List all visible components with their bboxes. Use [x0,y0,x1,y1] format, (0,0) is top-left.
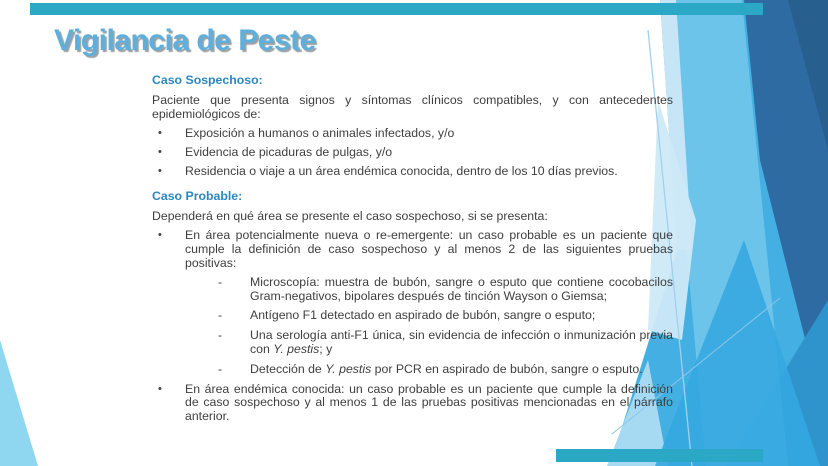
bullet-icon: • [158,164,162,177]
suspect-case-intro: Paciente que presenta signos y síntomas clínicos compatibles, y con antecedentes epidemiológicos de: [152,92,673,121]
test-serology-text: Una serología anti-F1 única, sin evidencia de infección o inmunización previa con [250,328,673,356]
sub-list-item [152,276,673,304]
facet-corner-wedge [0,340,38,466]
test-antigen: Antígeno F1 detectado en aspirado de bubón, sangre o esputo; [250,308,596,323]
list-item [152,229,673,270]
section-probable-case [152,190,673,424]
test-serology-suffix: ; y [319,341,333,356]
list-item [152,165,673,179]
test-pcr-prefix: Detección de [250,361,326,376]
list-item [152,127,673,141]
sub-list-item [152,309,673,323]
dash-icon: - [218,308,223,323]
list-item [152,146,673,160]
bullet-icon: • [158,146,162,159]
probable-bullet-endemic-area: En área endémica conocida: un caso probable es un paciente que cumple la definición de caso sospechoso y al menos 1 de las pruebas positivas mencionadas en el párrafo anterior. [185,381,673,424]
probable-bullet-new-area: En área potencialmente nueva o re-emergente: un caso probable es un paciente que cumple la definición de caso sospechoso y al menos 2 de las siguientes pruebas positivas: [185,228,673,270]
bullet-icon: • [158,382,162,395]
test-microscopy: Microscopía: muestra de bubón, sangre o esputo que contiene cocobacilos Gram-negativos, bipolares después de tinción Wayson o Giemsa; [250,274,673,303]
test-pcr-suffix: por PCR en aspirado de bubón, sangre o esputo. [371,361,643,376]
bullet-icon: • [158,127,162,140]
suspect-bullet-residence: Residencia o viaje a un área endémica conocida, dentro de los 10 días previos. [185,163,618,178]
bullet-icon: • [158,229,162,242]
slide-body [152,74,673,429]
species-name: Y. pestis [273,341,320,356]
dash-icon: - [218,274,223,289]
suspect-case-heading: Caso Sospechoso: [152,73,263,87]
test-serology [250,328,673,356]
bottom-accent-bar [556,449,763,462]
probable-case-intro: Dependerá en qué área se presente el caso sospechoso, si se presenta: [152,208,548,223]
list-item [152,383,673,424]
test-pcr [250,362,643,376]
slide-title: Vigilancia de Peste [54,24,316,57]
suspect-bullet-exposure: Exposición a humanos o animales infectados, y/o [185,126,455,141]
sub-list-item [152,329,673,357]
dash-icon: - [218,361,223,376]
species-name: Y. pestis [325,361,372,376]
probable-case-heading: Caso Probable: [152,188,243,203]
suspect-bullet-fleabites: Evidencia de picaduras de pulgas, y/o [185,145,393,160]
dash-icon: - [218,328,223,343]
top-accent-bar [30,3,763,15]
sub-list-item [152,363,673,377]
section-suspect-case [152,74,673,179]
